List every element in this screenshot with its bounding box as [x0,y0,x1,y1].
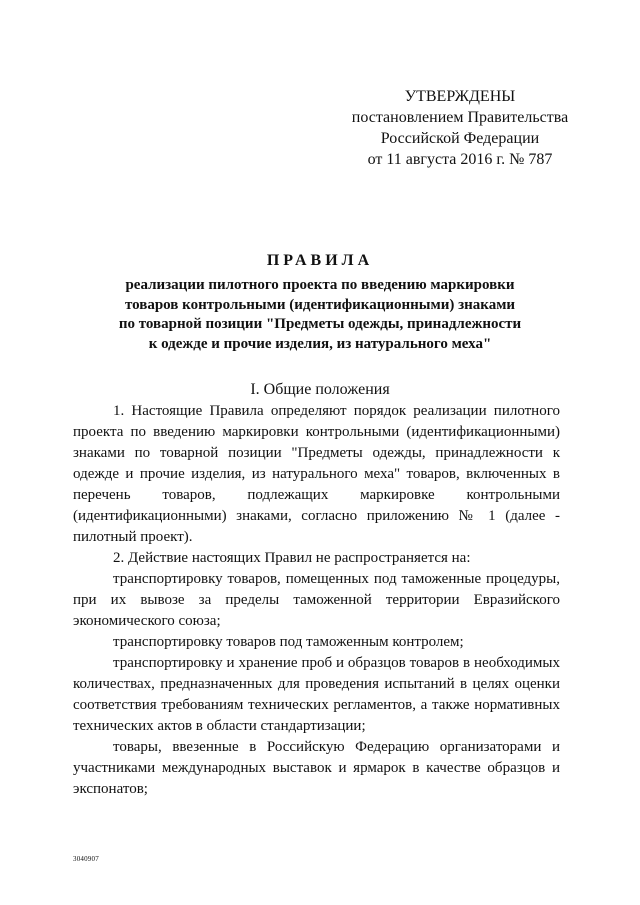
paragraph-5: транспортировку и хранение проб и образцов товаров в необходимых количествах, предназначенных для проведения испытаний в целях оценки соответствия требованиям технических регламентов, а также нормативных технических актов в области стандартизации; [73,655,560,734]
section-heading: I. Общие положения [250,381,390,398]
document-title: ПРАВИЛА [266,252,374,269]
paragraph-4: транспортировку товаров под таможенным контролем; [113,634,464,650]
document-body [73,401,560,800]
approval-stamp [340,86,580,170]
document-subtitle [80,276,560,354]
paragraph-6: товары, ввезенные в Российскую Федерацию организаторами и участниками международных выставок и ярмарок в качестве образцов и экспонатов; [73,739,560,797]
approved-date-number-line: от 11 августа 2016 г. № 787 [367,151,553,168]
approved-authority-line: Российской Федерации [380,130,540,147]
approved-by-line: постановлением Правительства [351,109,569,126]
paragraph-3: транспортировку товаров, помещенных под таможенные процедуры, при их вывозе за пределы таможенной территории Евразийского экономического союза; [73,571,560,629]
footer-document-code: 3040907 [73,855,99,863]
subtitle-line: к одежде и прочие изделия, из натурального меха" [148,335,492,352]
paragraph-2: 2. Действие настоящих Правил не распространяется на: [113,550,471,566]
subtitle-line: реализации пилотного проекта по введению маркировки [125,277,515,293]
paragraph-1: 1. Настоящие Правила определяют порядок реализации пилотного проекта по введению маркировки контрольными (идентификационными) знаками по товарной позиции "Предметы одежды, принадлежности к одежде и прочие изделия, из натурального меха" товаров, включенных в перечень товаров, подлежащих маркировке контрольными (идентификационными) знаками, согласно приложению № 1 (далее - пилотный проект). [73,403,560,545]
subtitle-line: по товарной позиции "Предметы одежды, принадлежности [118,316,522,332]
subtitle-line: товаров контрольными (идентификационными) знаками [124,296,516,313]
approved-label: УТВЕРЖДЕНЫ [404,88,516,105]
